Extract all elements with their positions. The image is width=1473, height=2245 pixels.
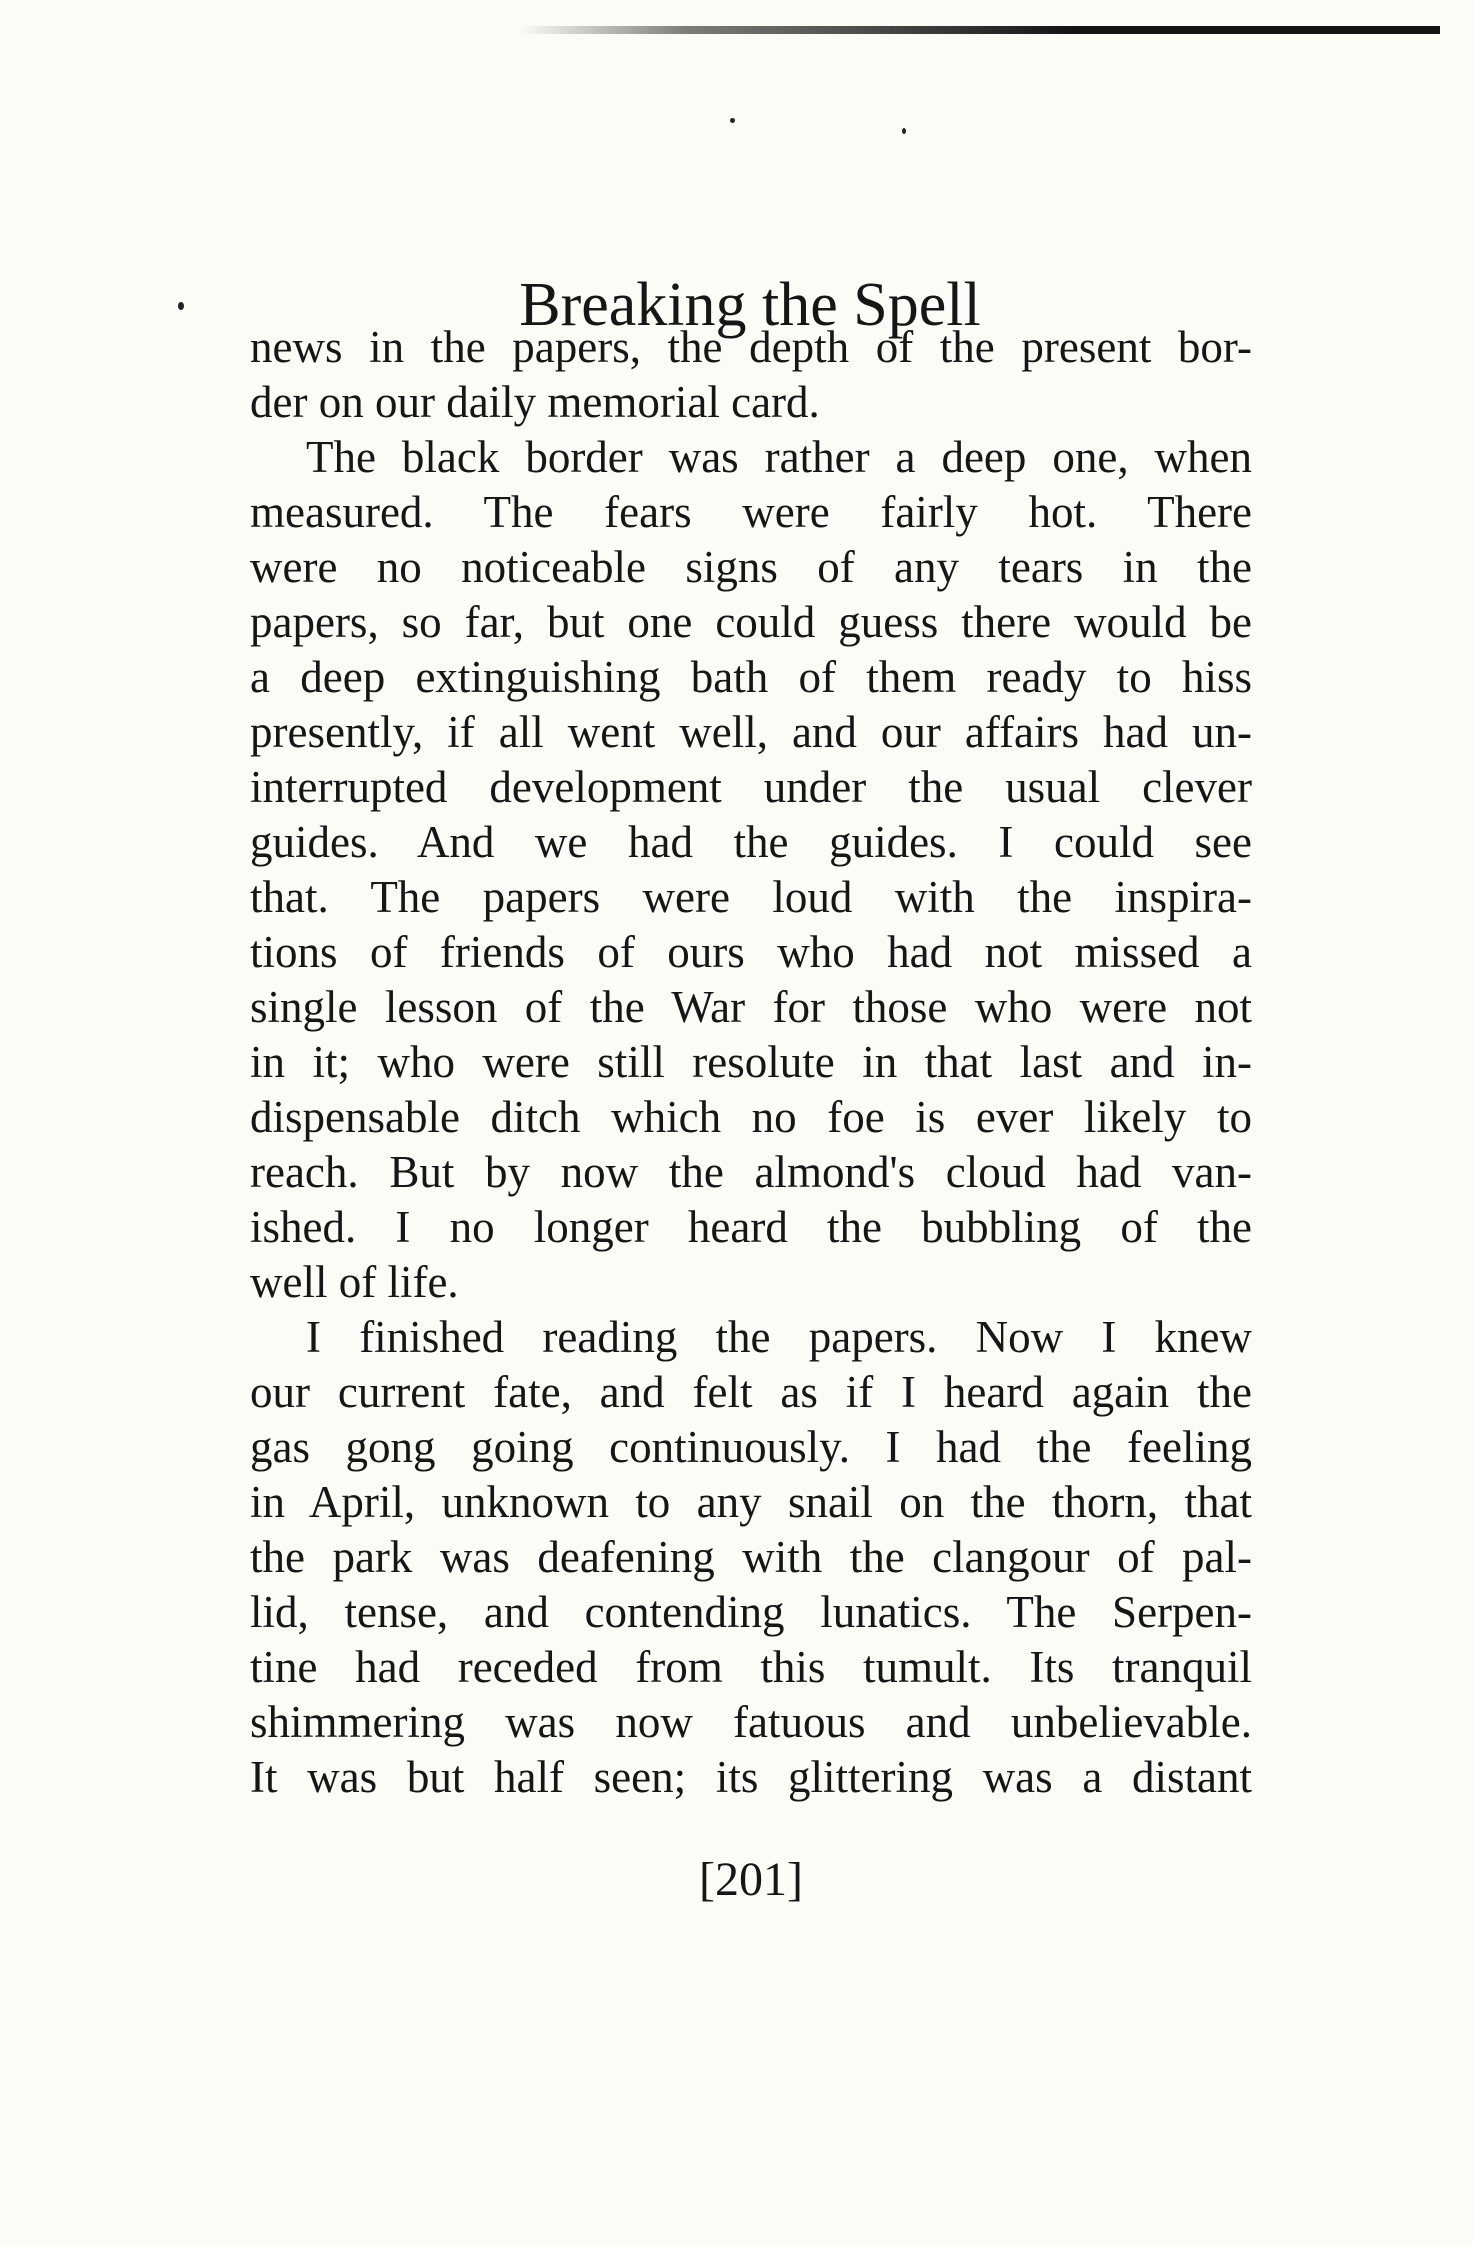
scan-speck (902, 128, 906, 134)
text-line: a deep extinguishing bath of them ready to hiss (250, 652, 1252, 702)
text-line: tine had receded from this tumult. Its tranquil (250, 1642, 1252, 1692)
scan-top-rule (520, 26, 1440, 34)
text-line: were no noticeable signs of any tears in the (250, 542, 1252, 592)
text-line: The black border was rather a deep one, when (306, 432, 1252, 482)
scan-speck (730, 118, 735, 123)
text-line: ished. I no longer heard the bubbling of the (250, 1202, 1252, 1252)
text-line: in April, unknown to any snail on the thorn, that (250, 1477, 1252, 1527)
text-line: interrupted development under the usual clever (250, 762, 1252, 812)
text-line: well of life. (250, 1257, 459, 1307)
text-line: papers, so far, but one could guess there would be (250, 597, 1252, 647)
text-line: lid, tense, and contending lunatics. The Serpen- (250, 1587, 1252, 1637)
text-line: measured. The fears were fairly hot. There (250, 487, 1252, 537)
text-line: tions of friends of ours who had not missed a (250, 927, 1252, 977)
text-line: that. The papers were loud with the inspira- (250, 872, 1252, 922)
text-line: guides. And we had the guides. I could see (250, 817, 1252, 867)
text-line: I finished reading the papers. Now I knew (306, 1312, 1252, 1362)
scan-speck (178, 302, 184, 310)
text-line: the park was deafening with the clangour of pal- (250, 1532, 1252, 1582)
text-line: der on our daily memorial card. (250, 377, 820, 427)
page-number: [201] (699, 1853, 803, 1906)
text-line: gas gong going continuously. I had the feeling (250, 1422, 1252, 1472)
text-line: in it; who were still resolute in that last and in- (250, 1037, 1252, 1087)
text-line: shimmering was now fatuous and unbelievable. (250, 1697, 1252, 1747)
text-line: reach. But by now the almond's cloud had van- (250, 1147, 1252, 1197)
text-line: news in the papers, the depth of the present bor- (250, 322, 1252, 372)
running-head: Breaking the Spell (519, 271, 981, 339)
text-line: our current fate, and felt as if I heard again the (250, 1367, 1252, 1417)
text-line: single lesson of the War for those who were not (250, 982, 1252, 1032)
text-line: It was but half seen; its glittering was a distant (250, 1752, 1252, 1802)
body-text (250, 320, 1252, 1805)
text-line: dispensable ditch which no foe is ever likely to (250, 1092, 1252, 1142)
text-line: presently, if all went well, and our affairs had un- (250, 707, 1252, 757)
